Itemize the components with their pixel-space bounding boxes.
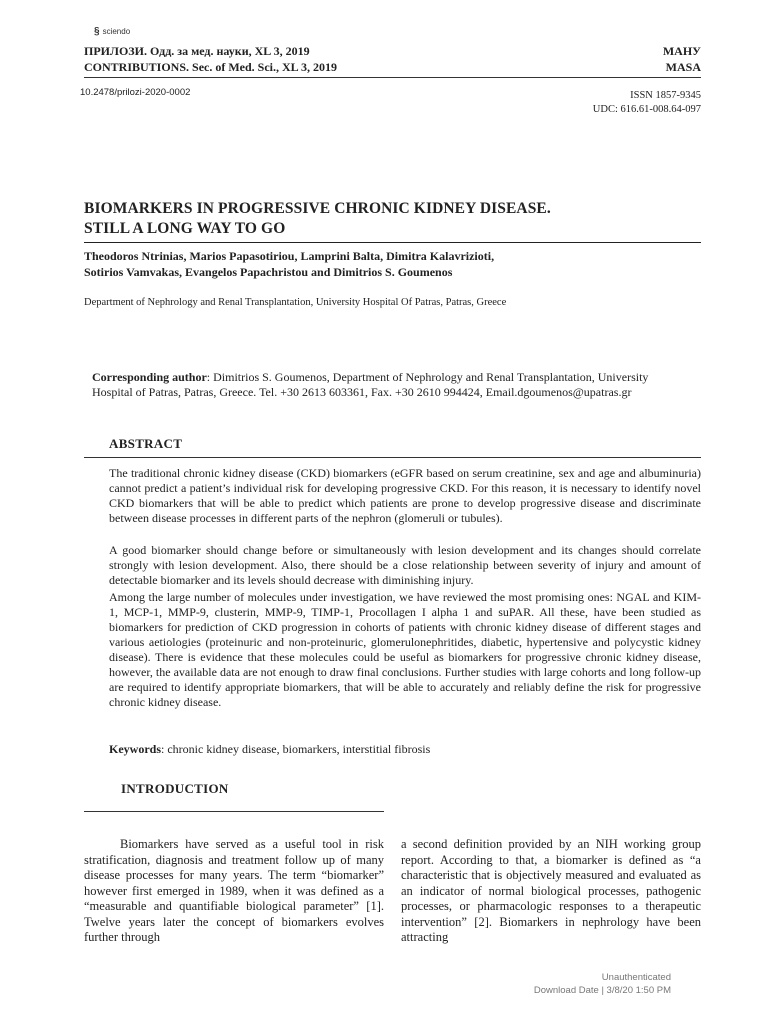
header-divider — [84, 77, 701, 78]
article-title-line-2: STILL A LONG WAY TO GO — [84, 220, 286, 237]
publisher-logo — [94, 26, 130, 37]
corresponding-author-contact: Hospital of Patras, Patras, Greece. Tel. +30 2613 603361, Fax. +30 2610 994424, Email.dgoumenos@upatras.gr — [92, 385, 632, 399]
sciendo-logo-icon: § — [94, 26, 100, 37]
introduction-heading: INTRODUCTION — [121, 781, 229, 796]
article-title-line-1: BIOMARKERS IN PROGRESSIVE CHRONIC KIDNEY DISEASE. — [84, 200, 551, 217]
org-name-macedonian: МАНУ — [662, 44, 701, 58]
authors-line-1: Theodoros Ntrinias, Marios Papasotiriou, Lamprini Balta, Dimitra Kalavrizioti, — [84, 249, 495, 263]
org-name-english: MASA — [665, 60, 701, 74]
journal-title-english: CONTRIBUTIONS. Sec. of Med. Sci., XL 3, 2019 — [84, 60, 338, 74]
keywords — [109, 742, 430, 757]
journal-title-macedonian: ПРИЛОЗИ. Одд. за мед. науки, XL 3, 2019 — [84, 44, 310, 58]
affiliation: Department of Nephrology and Renal Transplantation, University Hospital Of Patras, Patras, Greece — [84, 297, 507, 308]
udc-code: UDC: 616.61-008.64-097 — [592, 104, 701, 115]
title-divider — [84, 242, 701, 243]
publisher-name: sciendo — [102, 27, 131, 36]
unauthenticated-notice: Unauthenticated — [601, 972, 671, 983]
abstract-paragraph-3: Among the large number of molecules under investigation, we have reviewed the most promising ones: NGAL and KIM-1, MCP-1, MMP-9, clusterin, MMP-9, TIMP-1, Procollagen I alpha 1 and suPAR. All these, have been studied as biomarkers for prediction of CKD progression in cohorts of patients with chronic kidney disease of different stages and various aetiologies (proteinuric and non-proteinuric, glomerulonephritides, diabetic, hypertensive and polycystic kidney disease). There is evidence that these molecules could be useful as biomarkers for progressive chronic kidney disease, however, the available data are not enough to draw final conclusions. Further studies with large cohorts and long follow-up are required to identify appropriate biomarkers, that will be able to accurately and reliably define the risk for progressive chronic kidney disease. — [109, 590, 701, 709]
abstract-heading: ABSTRACT — [109, 436, 183, 451]
corresponding-author-label: Corresponding author — [92, 370, 207, 384]
introduction-divider — [84, 811, 384, 812]
abstract-paragraph-1: The traditional chronic kidney disease (CKD) biomarkers (eGFR based on serum creatinine, sex and age and albuminuria) cannot predict a patient’s individual risk for developing progressive CKD. For this reason, it is necessary to identify novel CKD biomarkers that will be able to predict which patients are prone to develop progressive disease and discriminate between disease processes in different parts of the nephron (glomeruli or tubules). — [109, 466, 701, 525]
keywords-label: Keywords — [109, 742, 161, 756]
corresponding-author-details: : Dimitrios S. Goumenos, Department of Nephrology and Renal Transplantation, University — [206, 370, 649, 384]
corresponding-author — [92, 370, 702, 400]
introduction-right-column: a second definition provided by an NIH working group report. According to that, a biomarker is defined as “a characteristic that is objectively measured and evaluated as an indicator of normal biological processes, pathogenic processes, or pharmacologic responses to a therapeutic intervention” [2]. Biomarkers in nephrology have been attracting — [401, 837, 701, 944]
doi-link[interactable]: 10.2478/prilozi-2020-0002 — [80, 87, 191, 98]
authors-line-2: Sotirios Vamvakas, Evangelos Papachristou and Dimitrios S. Goumenos — [84, 265, 453, 279]
abstract-paragraph-2: A good biomarker should change before or simultaneously with lesion development and its changes should correlate strongly with lesion development. Also, there should be a close relationship between severity of injury and amount of detectable biomarker and its levels should decrease with diminishing injury. — [109, 543, 701, 587]
keywords-text: : chronic kidney disease, biomarkers, interstitial fibrosis — [161, 742, 431, 756]
introduction-left-column: Biomarkers have served as a useful tool in risk stratification, diagnosis and treatment follow up of many disease processes for many years. The term “biomarker” however first emerged in 1989, when it was defined as a “measurable and quantifiable biological parameter” [1]. Twelve years later the concept of biomarkers evolves further through — [84, 837, 384, 944]
abstract-divider — [84, 457, 701, 458]
download-date: Download Date | 3/8/20 1:50 PM — [533, 985, 671, 996]
issn: ISSN 1857-9345 — [630, 90, 701, 101]
